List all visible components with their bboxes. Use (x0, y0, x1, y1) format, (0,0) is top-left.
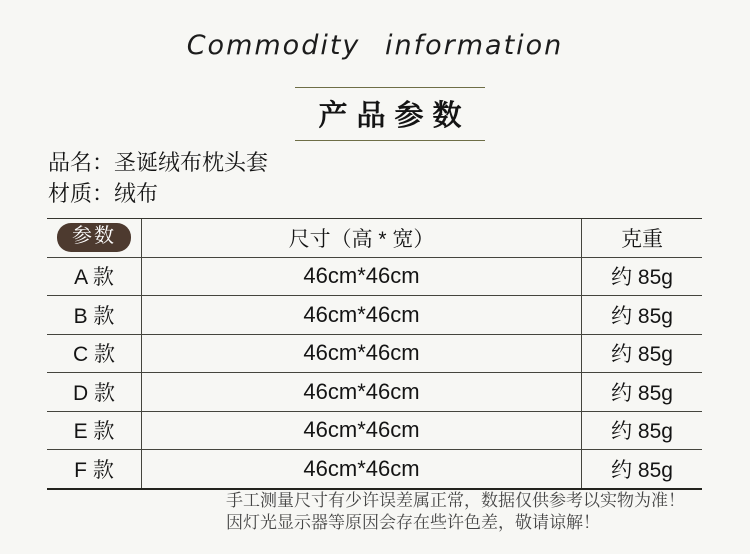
product-name-value: 圣诞绒布枕头套 (114, 150, 269, 175)
table-row-weight: 约 85g (581, 296, 702, 335)
disclaimer-line-2: 因灯光显示器等原因会存在些许色差，敬请谅解！ (226, 513, 600, 532)
table-row-size: 46cm*46cm (141, 258, 581, 297)
table-row-size: 46cm*46cm (141, 450, 581, 488)
spec-table (47, 218, 702, 490)
table-row-model: B 款 (47, 296, 141, 335)
table-row-size: 46cm*46cm (141, 335, 581, 374)
disclaimer-line-1: 手工测量尺寸有少许误差属正常，数据仅供参考以实物为准！ (226, 491, 685, 510)
table-row-size: 46cm*46cm (141, 373, 581, 412)
table-row-weight: 约 85g (581, 450, 702, 488)
table-row-weight: 约 85g (581, 373, 702, 412)
param-badge: 参数 (57, 223, 131, 252)
table-row-weight: 约 85g (581, 335, 702, 374)
table-row-model: F 款 (74, 458, 114, 482)
product-info (48, 147, 268, 209)
section-title-box (295, 87, 485, 141)
product-name-label: 品名： (48, 150, 115, 175)
table-row-model: A 款 (47, 258, 141, 297)
header-cell-weight: 克重 (581, 219, 702, 258)
table-row-weight: 约 85g (581, 412, 702, 451)
header-cell-param (47, 219, 141, 258)
header-cell-size: 尺寸（高 * 宽） (141, 219, 581, 258)
disclaimer (226, 490, 685, 534)
table-row-weight: 约 85g (581, 258, 702, 297)
table-row-model: C 款 (47, 335, 141, 374)
page-title-english: Commodity information (186, 30, 564, 61)
material-label: 材质： (48, 181, 115, 206)
material-line (48, 178, 268, 209)
product-name-line (48, 147, 268, 178)
table-row-size: 46cm*46cm (141, 296, 581, 335)
table-row-size: 46cm*46cm (141, 412, 581, 451)
section-title: 产品参数 (318, 98, 471, 132)
table-row-model: E 款 (47, 412, 141, 451)
material-value: 绒布 (114, 181, 159, 206)
table-row-model: D 款 (47, 373, 141, 412)
